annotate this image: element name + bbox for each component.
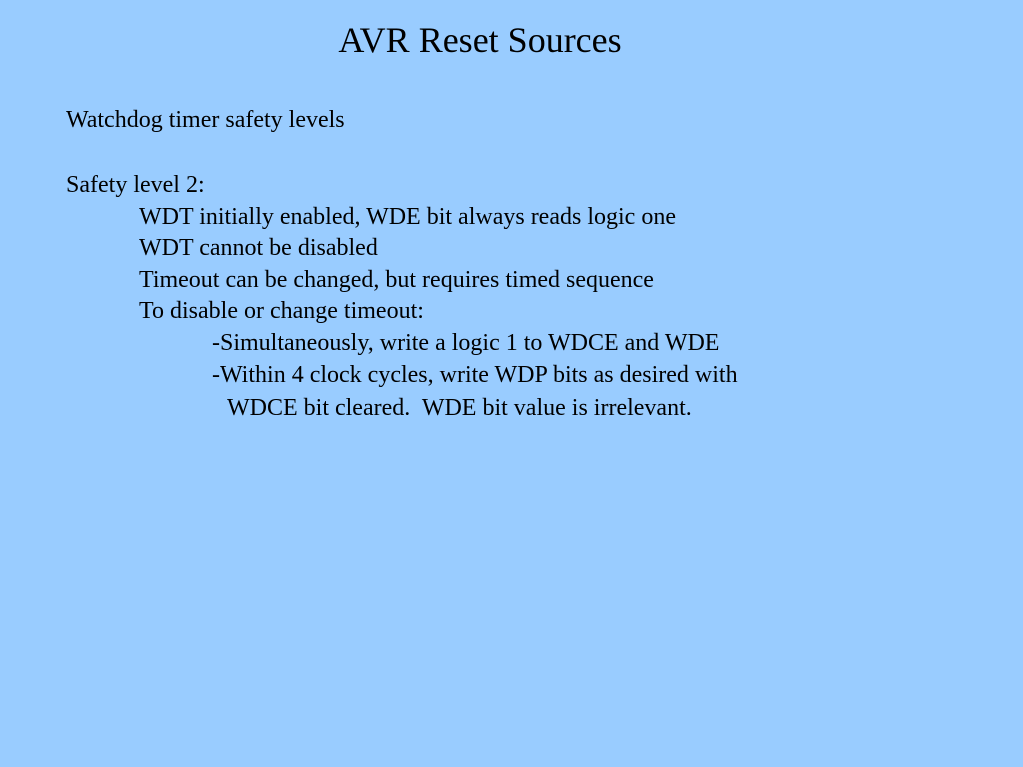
bullet-wdt-not-disabled: WDT cannot be disabled bbox=[139, 235, 378, 261]
slide-subtitle: Watchdog timer safety levels bbox=[66, 107, 345, 133]
safety-level-heading: Safety level 2: bbox=[66, 172, 205, 198]
bullet-wdt-enabled: WDT initially enabled, WDE bit always reads logic one bbox=[139, 204, 676, 230]
bullet-timeout-changeable: Timeout can be changed, but requires timed sequence bbox=[139, 267, 654, 293]
sub-bullet-continuation: WDCE bit cleared. WDE bit value is irrelevant. bbox=[227, 395, 692, 421]
sub-bullet-simultaneous: -Simultaneously, write a logic 1 to WDCE and WDE bbox=[212, 330, 720, 356]
slide-title: AVR Reset Sources bbox=[338, 20, 622, 60]
sub-bullet-within-cycles: -Within 4 clock cycles, write WDP bits as desired with bbox=[212, 362, 738, 388]
bullet-disable-timeout: To disable or change timeout: bbox=[139, 298, 424, 324]
